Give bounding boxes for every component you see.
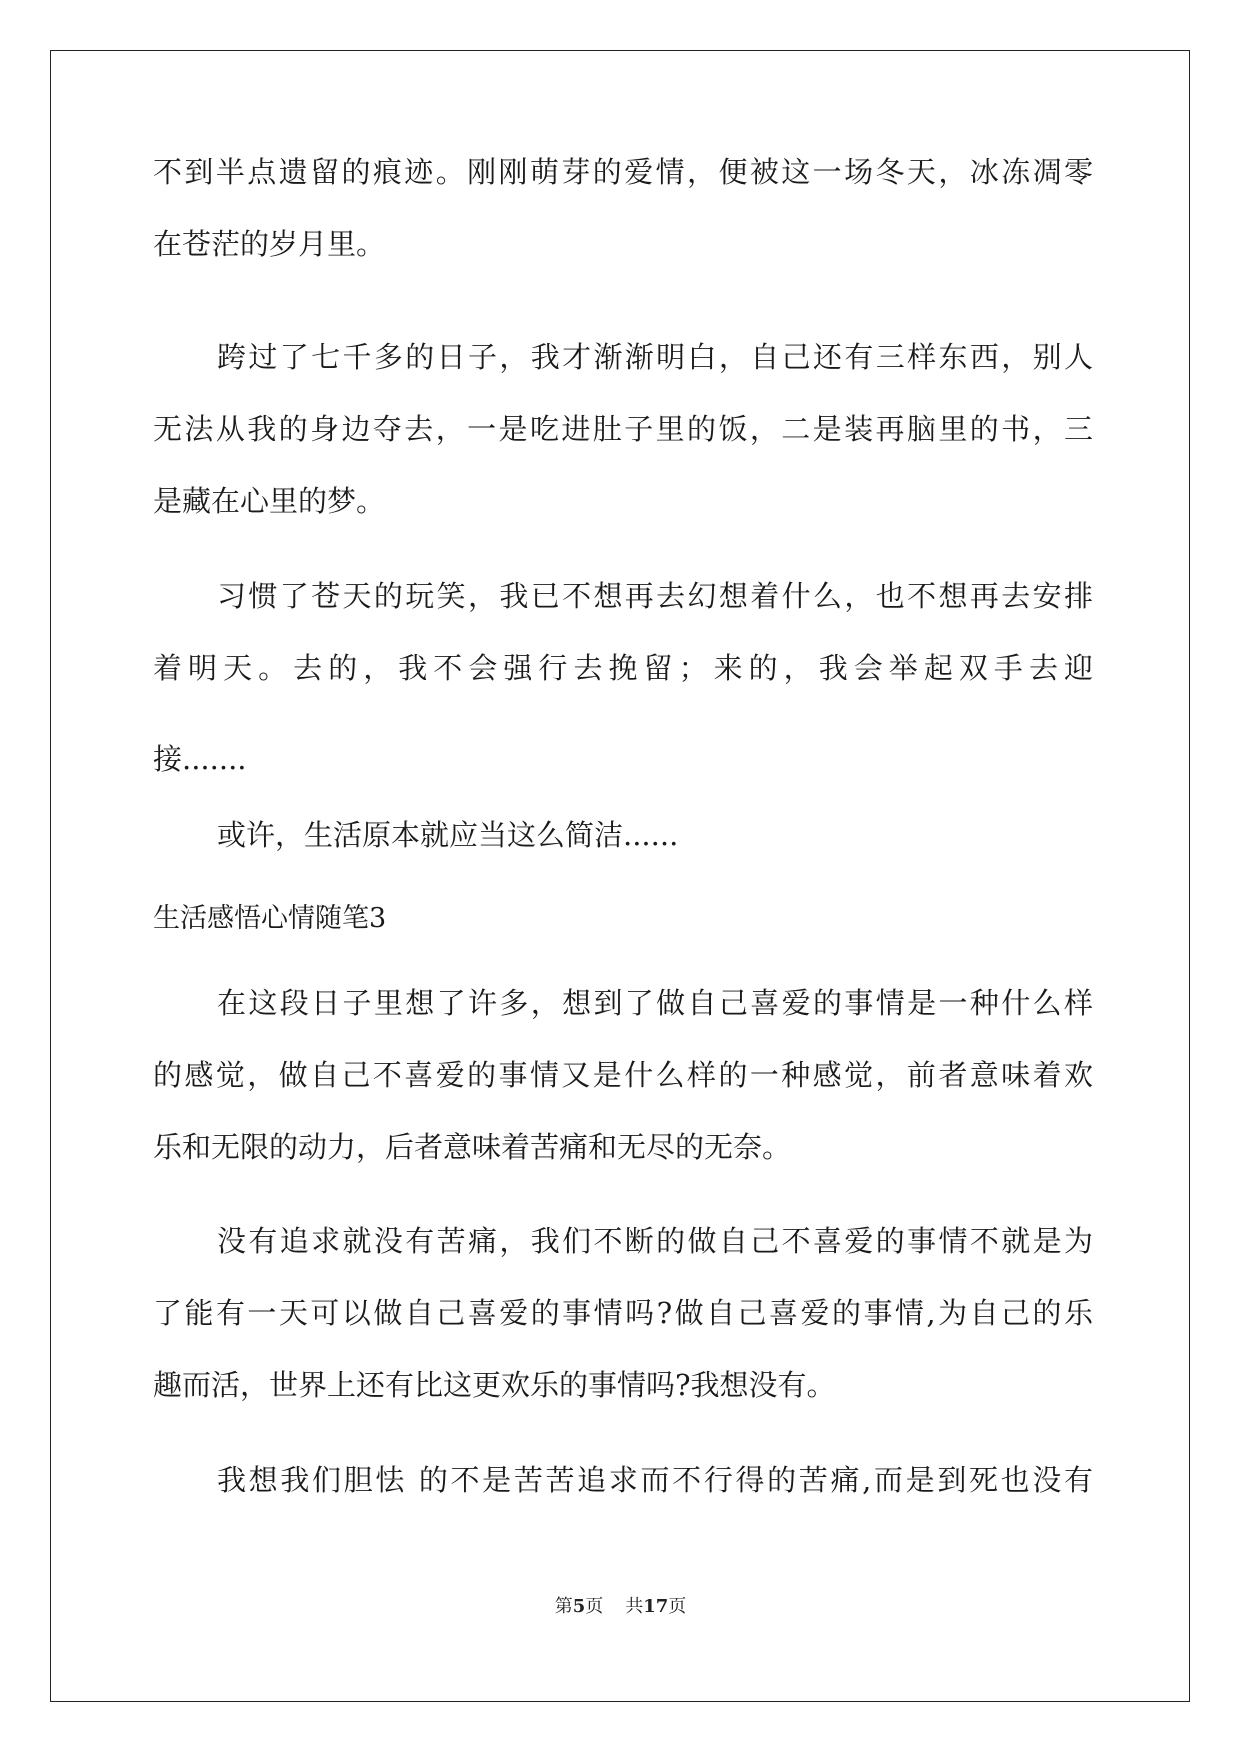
text-line: 着明天。去的，我不会强行去挽留；来的，我会举起双手去迎: [153, 651, 1093, 685]
page-prefix: 第: [554, 1596, 573, 1617]
text-line: 乐和无限的动力，后者意味着苦痛和无尽的无奈。: [153, 1130, 792, 1164]
page-footer: [0, 1595, 1241, 1619]
text-line: 不到半点遗留的痕迹。刚刚萌芽的爱情，便被这一场冬天，冰冻凋零: [153, 155, 1093, 189]
text-line: 习惯了苍天的玩笑，我已不想再去幻想着什么，也不想再去安排: [217, 579, 1093, 613]
text-line: 跨过了七千多的日子，我才渐渐明白，自己还有三样东西，别人: [217, 340, 1093, 374]
total-unit: 页: [668, 1596, 687, 1617]
text-line: 接.......: [153, 742, 247, 776]
text-line: 的感觉，做自己不喜爱的事情又是什么样的一种感觉，前者意味着欢: [153, 1058, 1093, 1092]
total-page-count: 17: [643, 1596, 669, 1617]
text-line: 是藏在心里的梦。: [153, 484, 386, 518]
current-page-number: 5: [572, 1596, 586, 1617]
text-line: 了能有一天可以做自己喜爱的事情吗?做自己喜爱的事情,为自己的乐: [153, 1296, 1093, 1330]
text-line: 在这段日子里想了许多，想到了做自己喜爱的事情是一种什么样: [217, 986, 1093, 1020]
text-line: 没有追求就没有苦痛，我们不断的做自己不喜爱的事情不就是为: [217, 1224, 1093, 1258]
section-heading: 生活感悟心情随笔3: [153, 903, 387, 934]
text-line: 在苍茫的岁月里。: [153, 227, 386, 261]
total-prefix: 共: [625, 1596, 644, 1617]
page-border: [50, 50, 1190, 1702]
text-line: 趣而活，世界上还有比这更欢乐的事情吗?我想没有。: [153, 1368, 836, 1402]
text-line: 我想我们胆怯 的不是苦苦追求而不行得的苦痛,而是到死也没有: [217, 1463, 1093, 1497]
text-line: 无法从我的身边夺去，一是吃进肚子里的饭，二是装再脑里的书，三: [153, 412, 1093, 446]
page-unit: 页: [585, 1596, 604, 1617]
text-line: 或许，生活原本就应当这么简洁......: [217, 818, 679, 852]
